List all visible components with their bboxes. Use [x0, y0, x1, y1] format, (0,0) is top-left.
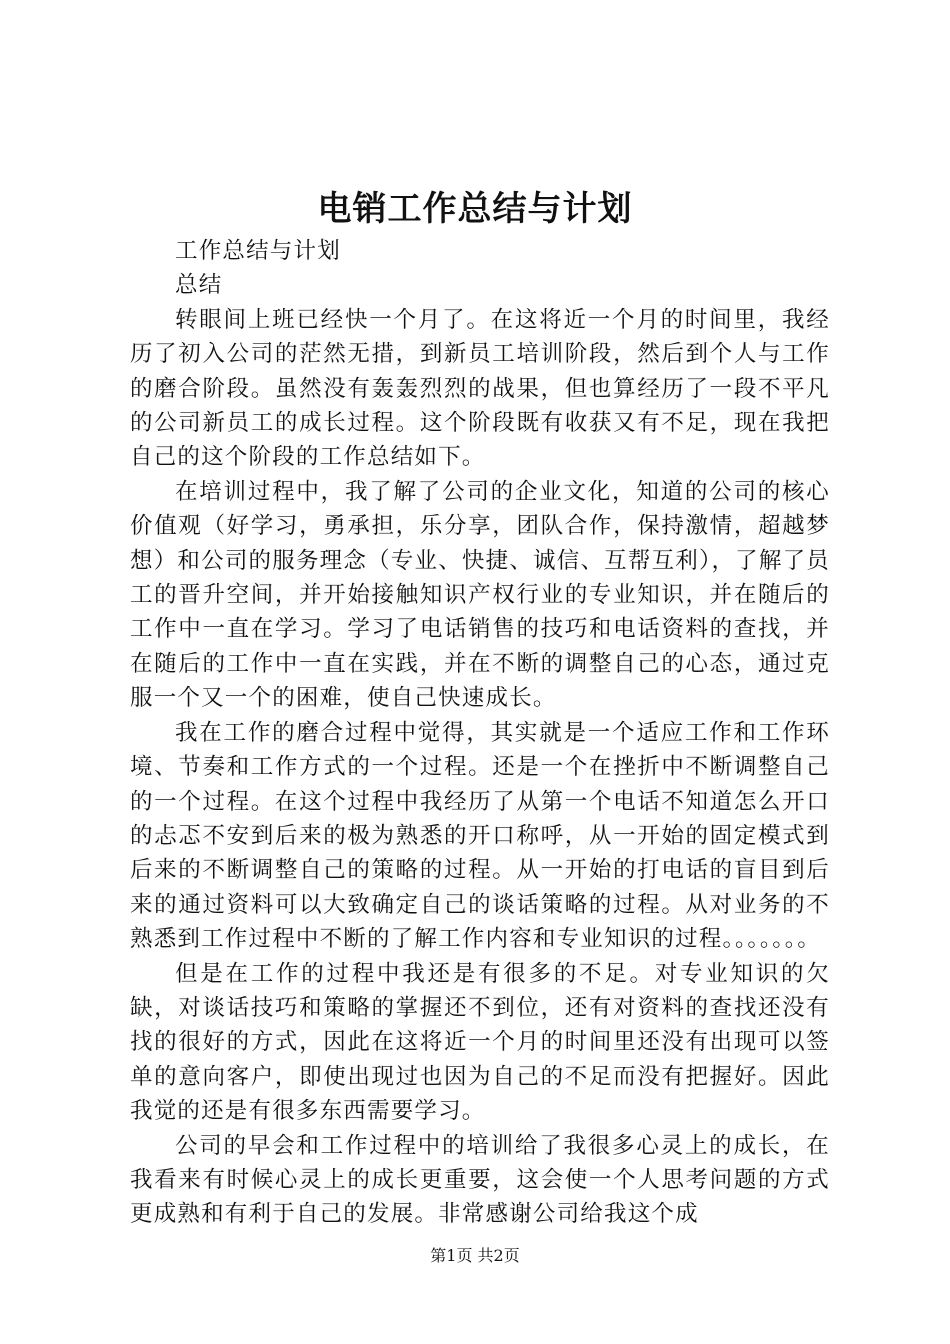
body-paragraph: 转眼间上班已经快一个月了。在这将近一个月的时间里，我经历了初入公司的茫然无措，到新员工培训阶段，然后到个人与工作的磨合阶段。虽然没有轰轰烈烈的战果，但也算经历了一段不平凡的公司新员工的成长过程。这个阶段既有收获又有不足，现在我把自己的这个阶段的工作总结如下。	[130, 306, 830, 471]
section-heading: 总结	[175, 272, 223, 299]
body-paragraph: 但是在工作的过程中我还是有很多的不足。对专业知识的欠缺，对谈话技巧和策略的掌握还不到位，还有对资料的查找还没有找的很好的方式，因此在这将近一个月的时间里还没有出现可以签单的意向客户，即使出现过也因为自己的不足而没有把握好。因此我觉的还是有很多东西需要学习。	[130, 960, 830, 1125]
subtitle-paragraph: 工作总结与计划	[175, 238, 341, 264]
body-paragraph: 在培训过程中，我了解了公司的企业文化，知道的公司的核心价值观（好学习，勇承担，乐分享，团队合作，保持激情，超越梦想）和公司的服务理念（专业、快捷、诚信、互帮互利），了解了员工的晋升空间，并开始接触知识产权行业的专业知识，并在随后的工作中一直在学习。学习了电话销售的技巧和电话资料的查找，并在随后的工作中一直在实践，并在不断的调整自己的心态，通过克服一个又一个的困难，使自己快速成长。	[130, 478, 830, 712]
document-body	[130, 234, 830, 1232]
document-title: 电销工作总结与计划	[317, 189, 633, 229]
body-paragraph: 我在工作的磨合过程中觉得，其实就是一个适应工作和工作环境、节奏和工作方式的一个过程。还是一个在挫折中不断调整自己的一个过程。在这个过程中我经历了从第一个电话不知道怎么开口的忐忑不安到后来的极为熟悉的开口称呼，从一开始的固定模式到后来的不断调整自己的策略的过程。从一开始的打电话的盲目到后来的通过资料可以大致确定自己的谈话策略的过程。从对业务的不熟悉到工作过程中不断的了解工作内容和专业知识的过程。。。。。。。	[130, 719, 830, 953]
page-number-footer: 第1页 共2页	[430, 1246, 520, 1265]
body-paragraph: 公司的早会和工作过程中的培训给了我很多心灵上的成长，在我看来有时候心灵上的成长更重要，这会使一个人思考问题的方式更成熟和有利于自己的发展。非常感谢公司给我这个成	[130, 1132, 830, 1228]
